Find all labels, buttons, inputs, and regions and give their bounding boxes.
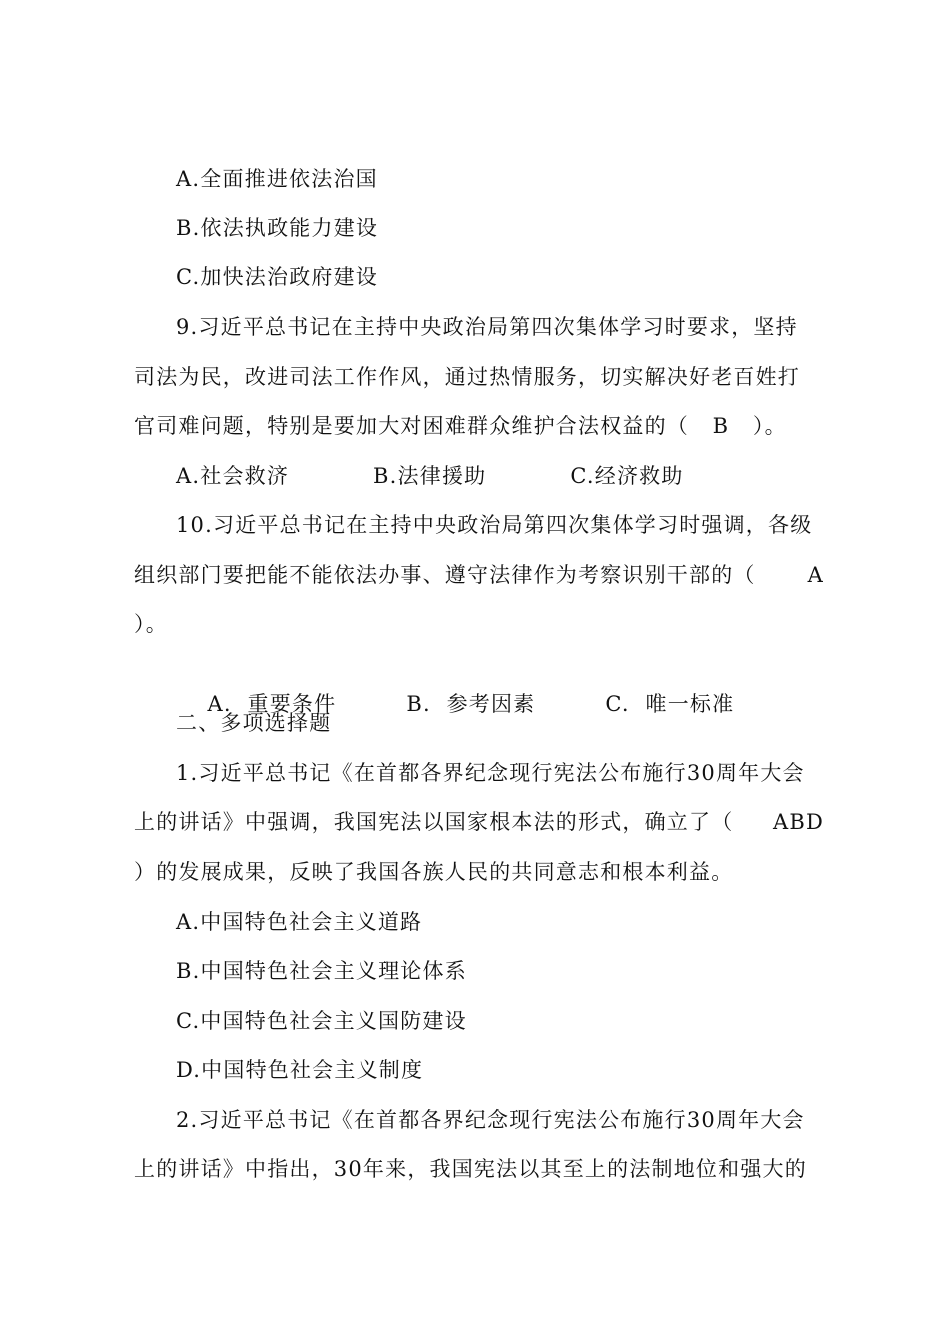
m1-option-b: B.中国特色社会主义理论体系	[176, 959, 467, 983]
m1-line-2-text: 上的讲话》中强调，我国宪法以国家根本法的形式，确立了（	[134, 810, 734, 834]
q10-line-1: 10.习近平总书记在主持中央政治局第四次集体学习时强调，各级	[176, 513, 813, 537]
m2-line-1: 2.习近平总书记《在首都各界纪念现行宪法公布施行30周年大会	[176, 1108, 805, 1132]
m1-line-2	[134, 807, 824, 837]
q8-option-a: A.全面推进依法治国	[176, 167, 378, 191]
q8-option-b: B.依法执政能力建设	[176, 216, 379, 240]
q9-option-c: C.经济救助	[570, 464, 684, 488]
q9-options	[176, 461, 684, 491]
q9-option-b: B.法律援助	[373, 464, 487, 488]
q9-option-a: A.社会救济	[176, 464, 290, 488]
m1-option-c: C.中国特色社会主义国防建设	[176, 1009, 467, 1033]
m1-option-d: D.中国特色社会主义制度	[176, 1058, 424, 1082]
q10-line-2-text: 组织部门要把能不能依法办事、遵守法律作为考察识别干部的（	[134, 563, 756, 587]
q10-answer: A	[807, 563, 824, 587]
q10-line-2	[134, 560, 824, 590]
q8-option-c: C.加快法治政府建设	[176, 265, 378, 289]
q9-line-3: 官司难问题，特别是要加大对困难群众维护合法权益的（ B ）。	[134, 414, 787, 438]
m1-line-3: ）的发展成果，反映了我国各族人民的共同意志和根本利益。	[134, 860, 734, 884]
section-title: 二、多项选择题	[176, 711, 332, 735]
q10-option-b: B. 参考因素	[406, 692, 536, 716]
q10-line-3: ）。	[134, 612, 168, 636]
m1-option-a: A.中国特色社会主义道路	[176, 910, 423, 934]
m2-line-2: 上的讲话》中指出，30年来，我国宪法以其至上的法制地位和强大的	[134, 1157, 807, 1181]
q9-line-2: 司法为民，改进司法工作作风，通过热情服务，切实解决好老百姓打	[134, 365, 800, 389]
q10-option-c: C. 唯一标准	[605, 692, 735, 716]
q9-line-1: 9.习近平总书记在主持中央政治局第四次集体学习时要求，坚持	[176, 315, 798, 339]
m1-answer: ABD	[772, 810, 824, 834]
m1-line-1: 1.习近平总书记《在首都各界纪念现行宪法公布施行30周年大会	[176, 761, 805, 785]
q10-option-a: A. 重要条件	[207, 692, 337, 716]
